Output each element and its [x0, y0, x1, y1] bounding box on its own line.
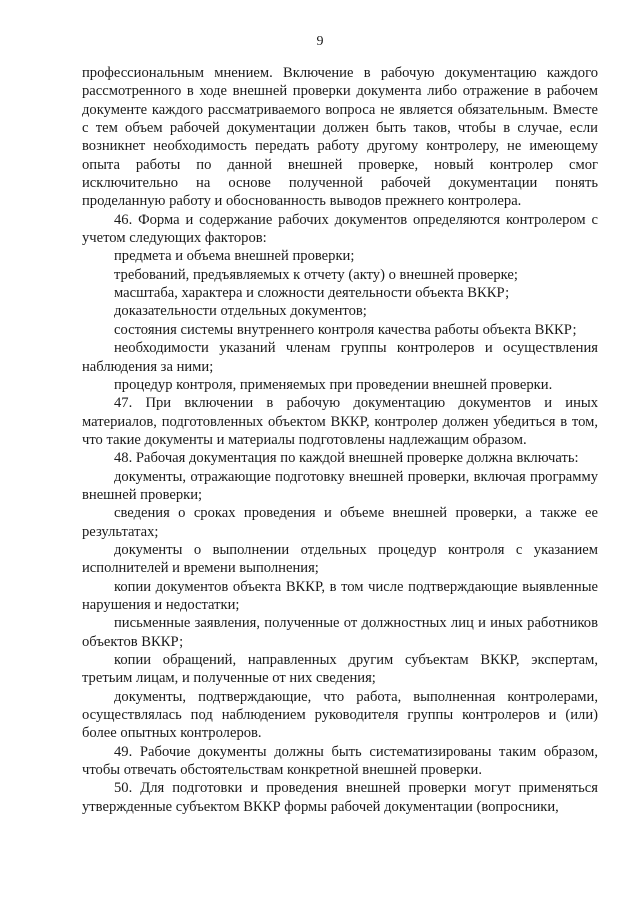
paragraph-continuation: профессиональным мнением. Включение в рабочую документацию каждого рассмотренного в ходе внешней проверки документа либо отражение в рабочем документе каждого рассматриваемого вопроса не является обязательным. Вместе с тем объем рабочей документации должен быть таков, чтобы в случае, если возникнет необходимость передать работу другому контролеру, не имеющему опыта работы по данной внешней проверке, новый контролер смог исключительно на основе полученной рабочей документации понять проделанную работу и обоснованность выводов прежнего контролера.: [82, 65, 598, 210]
list-item: необходимости указаний членам группы контролеров и осуществления наблюдения за ними;: [82, 340, 598, 375]
list-item: письменные заявления, полученные от должностных лиц и иных работников объектов ВККР;: [82, 615, 598, 650]
list-item: документы о выполнении отдельных процедур контроля с указанием исполнителей и времени выполнения;: [82, 541, 598, 577]
paragraph-48: 48. Рабочая документация по каждой внешней проверке должна включать:: [114, 450, 579, 467]
list-item: документы, подтверждающие, что работа, выполненная контролерами, осуществлялась под наблюдением руководителя группы контролеров и (или) более опытных контролеров.: [82, 688, 598, 742]
paragraph-49: 49. Рабочие документы должны быть систематизированы таким образом, чтобы отвечать обстоятельствам конкретной внешней проверки.: [82, 743, 598, 779]
page-number: 9: [316, 34, 324, 49]
list-item: сведения о сроках проведения и объеме внешней проверки, а также ее результатах;: [82, 505, 598, 540]
paragraph-47: 47. При включении в рабочую документацию документов и иных материалов, подготовленных объектом ВККР, контролер должен убедиться в том, что такие документы и материалы подготовлены надлежащим образом.: [82, 395, 598, 448]
list-item: состояния системы внутреннего контроля качества работы объекта ВККР;: [114, 321, 577, 338]
list-item: процедур контроля, применяемых при проведении внешней проверки.: [114, 376, 553, 393]
list-item: копии обращений, направленных другим субъектам ВККР, экспертам, третьим лицам, и полученные от них сведения;: [82, 652, 598, 687]
paragraph-46: 46. Форма и содержание рабочих документов определяются контролером с учетом следующих факторов:: [82, 211, 598, 247]
list-item: масштаба, характера и сложности деятельности объекта ВККР;: [114, 285, 510, 302]
paragraph-50: 50. Для подготовки и проведения внешней проверки могут применяться утвержденные субъектом ВККР формы рабочей документации (вопросники,: [82, 780, 598, 815]
document-body: [82, 64, 598, 816]
list-item: предмета и объема внешней проверки;: [114, 248, 355, 265]
list-item: документы, отражающие подготовку внешней проверки, включая программу внешней проверки;: [82, 468, 598, 503]
list-item: копии документов объекта ВККР, в том числе подтверждающие выявленные нарушения и недостатки;: [82, 578, 598, 613]
list-item: требований, предъявляемых к отчету (акту) о внешней проверке;: [114, 266, 518, 283]
list-item: доказательности отдельных документов;: [114, 303, 367, 320]
